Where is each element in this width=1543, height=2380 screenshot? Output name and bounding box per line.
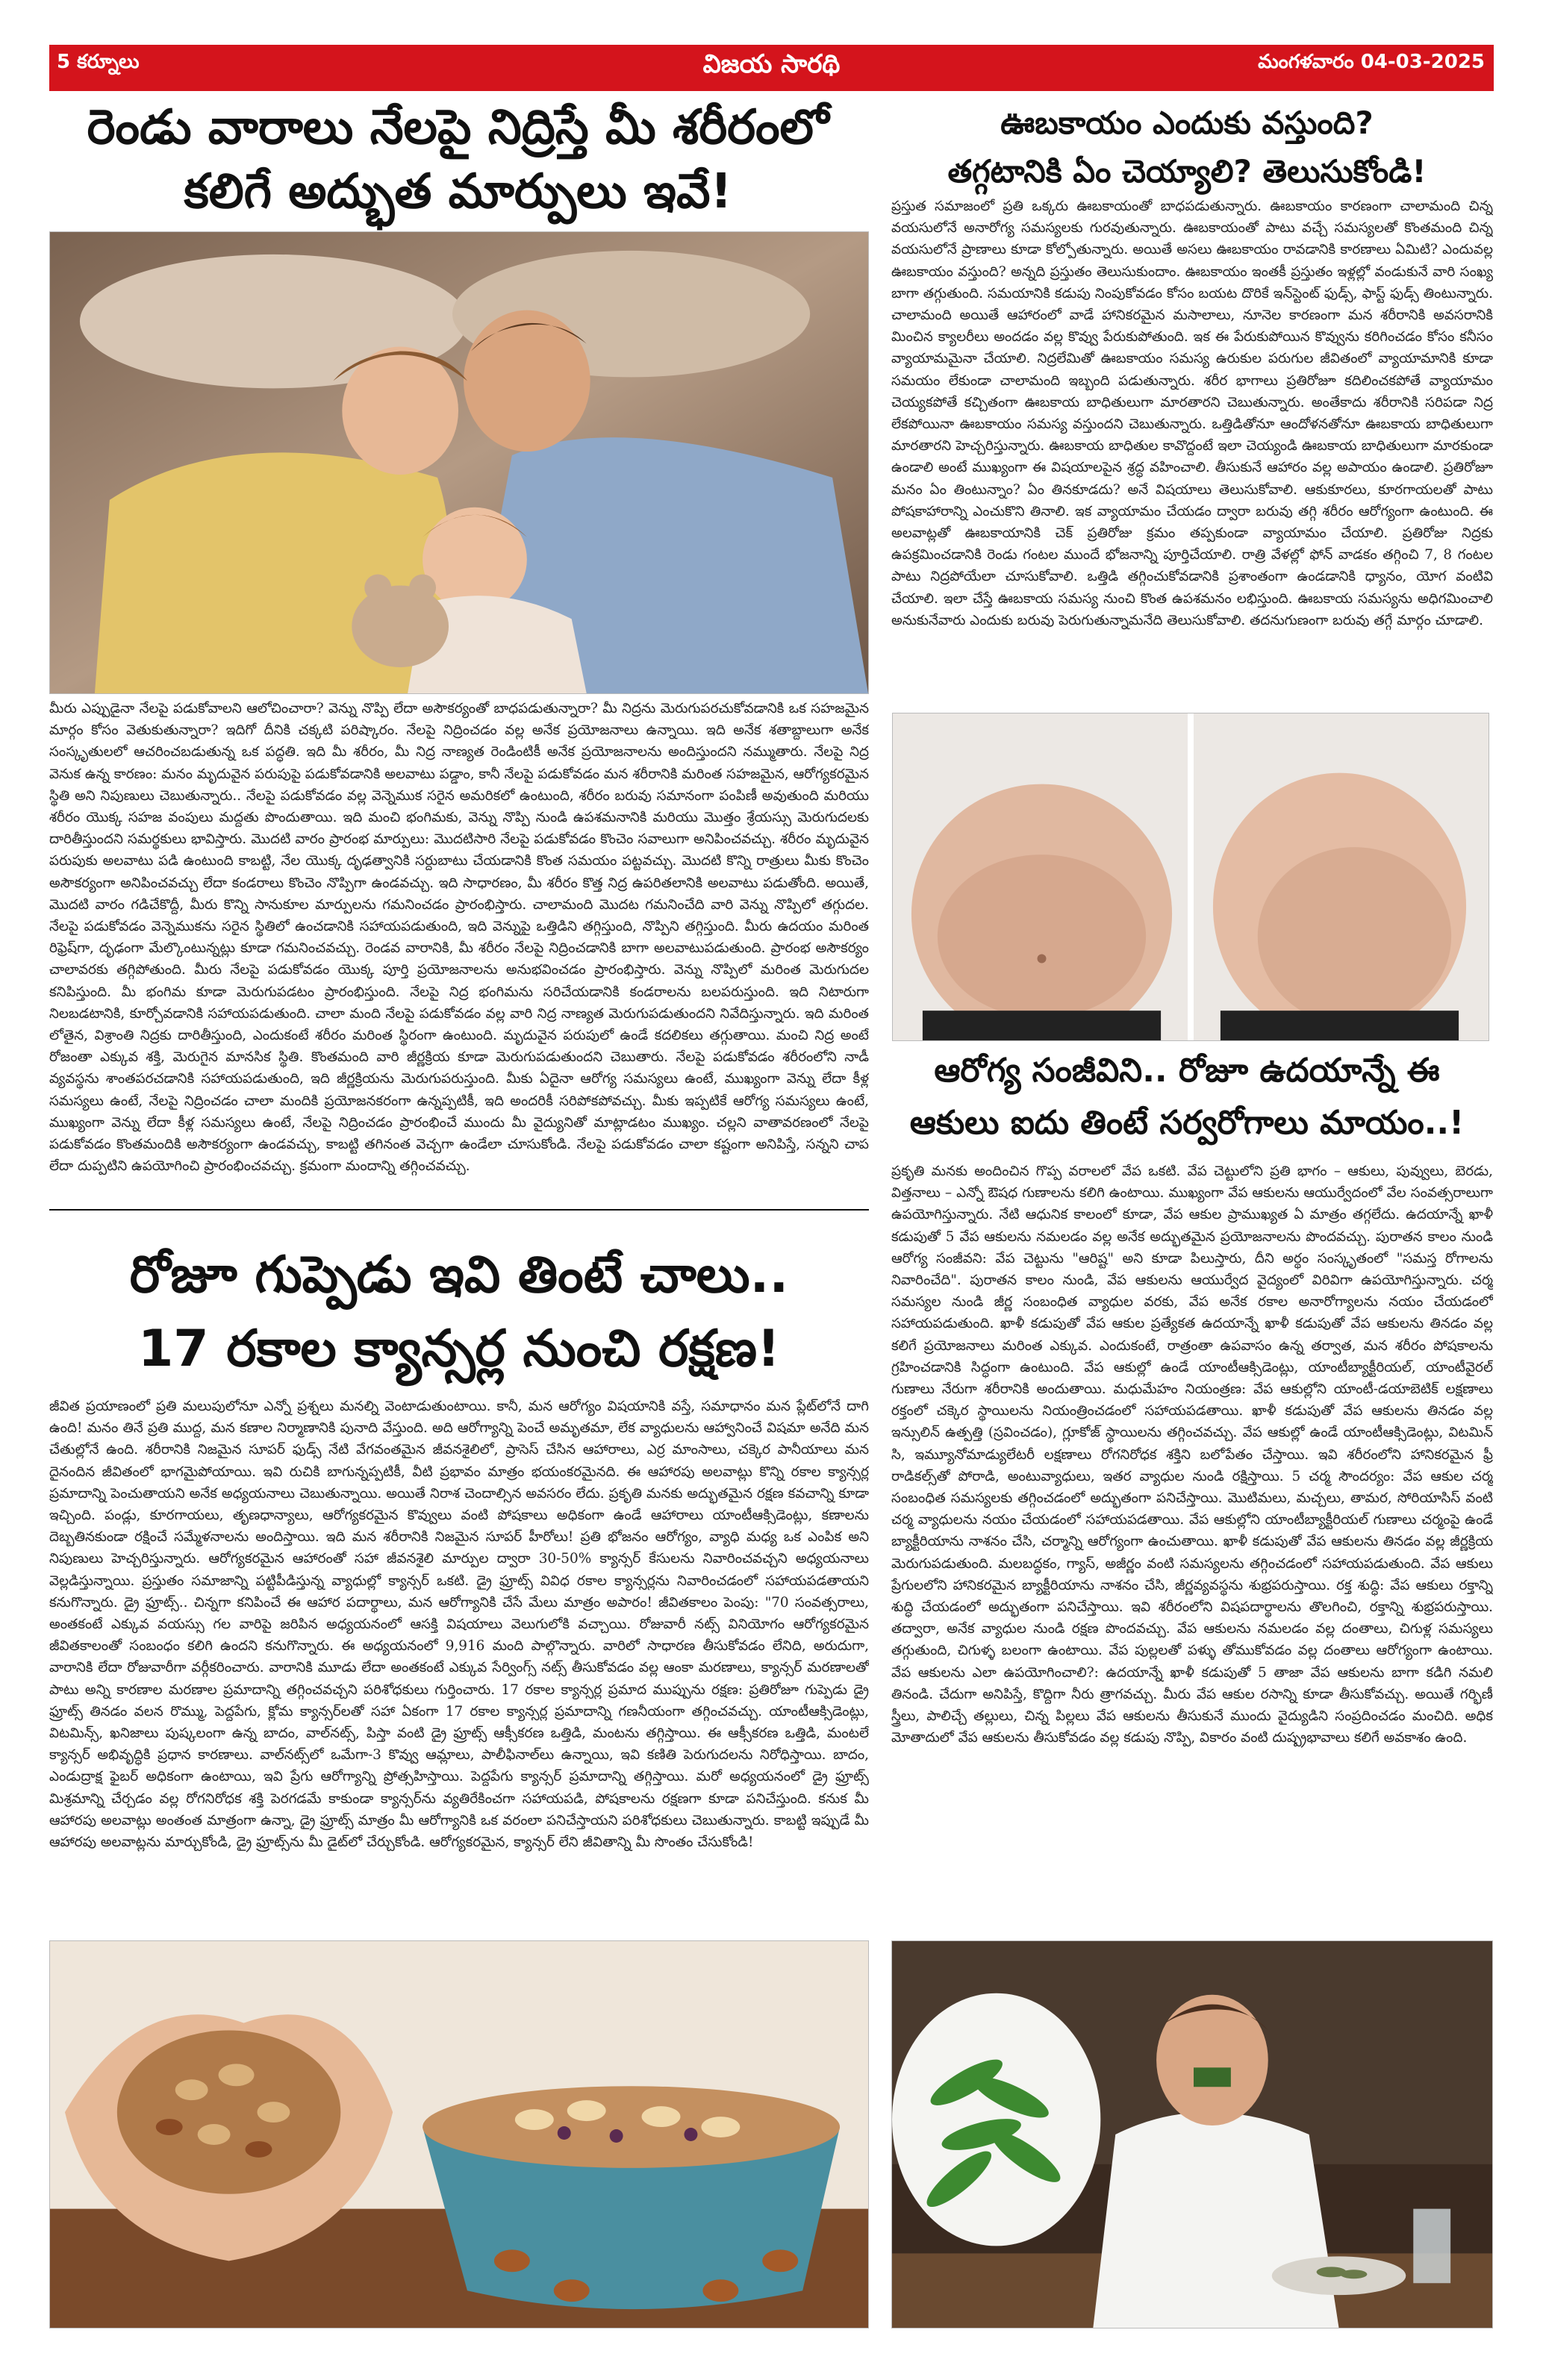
date-line: మంగళవారం 04-03-2025 [1258, 51, 1485, 73]
masthead-title: విజయ సారథి [702, 49, 841, 79]
masthead-bar [49, 45, 1494, 91]
nuts-headline-line2: 17 రకాల క్యాన్సర్ల నుంచి రక్షణ! [137, 1319, 781, 1378]
nuts-headline [49, 1239, 869, 1386]
family-sleeping-image [50, 232, 868, 693]
belly-headline [881, 99, 1493, 196]
belly-headline-line2: తగ్గటానికి ఏం చెయ్యాలి? తెలుసుకోండి! [947, 153, 1427, 190]
belly-fat-image [893, 713, 1489, 1040]
page-label: 5 కర్నూలు [57, 51, 140, 73]
sleep-headline-line1: రెండు వారాలు నేలపై నిద్రిస్తే మీ శరీరంలో [87, 100, 829, 155]
sleep-body: మీరు ఎప్పుడైనా నేలపై పడుకోవాలని ఆలోచించారా? వెన్ను నొప్పి లేదా అసౌకర్యంతో బాధపడుతున్నారా? మీ నిద్రను మెరుగుపరచుకోవడానికి ఒక సహజమైన మార్గం కోసం వెతుకుతున్నారా? ఇదిగో దీనికి చక్కటి పరిష్కారం. నేలపై నిద్రించడం వల్ల అనేక ప్రయోజనాలు ఉన్నాయి. ఇది అనేక శతాబ్దాలుగా అనేక సంస్కృతులలో ఆచరించబడుతున్న ఒక పద్ధతి. ఇది మీ శరీరం, మీ నిద్ర నాణ్యత రెండింటికీ అనేక ప్రయోజనాలను అందిస్తుందని నమ్ముతారు. నేలపై నిద్ర వెనుక ఉన్న కారణం: మనం మృదువైన పరుపుపై పడుకోవడానికి అలవాటు పడ్డాం, కానీ నేలపై పడుకోవడం మన శరీరానికి మరింత సహజమైన, ఆరోగ్యకరమైన స్థితి అని నిపుణులు చెబుతున్నారు.. నేలపై పడుకోవడం వల్ల వెన్నెముక సరైన అమరికలో ఉంటుంది, శరీరం బరువు సమానంగా పంపిణీ అవుతుంది మరియు శరీరం యొక్క సహజ వంపులు మద్దతు పొందుతాయి. ఇది మంచి భంగిమకు, వెన్ను నొప్పి నుండి ఉపశమనానికి మరియు మొత్తం శ్రేయస్సు మెరుగుదలకు దారితీస్తుందని సమర్థకులు భావిస్తారు. మొదటి వారం ప్రారంభ మార్పులు: మొదటిసారి నేలపై పడుకోవడం కొంచెం సవాలుగా అనిపించవచ్చు. శరీరం మృదువైన పరుపుకు అలవాటు పడి ఉంటుంది కాబట్టి, నేల యొక్క దృఢత్వానికి సర్దుబాటు చేయడానికి కొంత సమయం పట్టవచ్చు. మొదటి కొన్ని రాత్రులు మీకు కొంచెం అసౌకర్యంగా అనిపించవచ్చు లేదా కండరాలు కొంచెం నొప్పిగా ఉండవచ్చు. ఇది సాధారణం, మీ శరీరం కొత్త నిద్ర ఉపరితలానికి అలవాటు పడుతోంది. అయితే, మొదటి వారం గడిచేకొద్దీ, మీరు కొన్ని సానుకూల మార్పులను గమనించడం ప్రారంభిస్తారు. చాలామంది మొదట గమనించేది వారి వెన్ను నొప్పిలో తగ్గుదల. నేలపై పడుకోవడం వెన్నెముకను సరైన స్థితిలో ఉంచడానికి సహాయపడుతుంది, ఇది వెన్నుపై ఒత్తిడిని తగ్గిస్తుంది, నొప్పిని తగ్గిస్తుంది. మీరు ఉదయం మరింత రిఫ్రెష్‌గా, దృఢంగా మేల్కొంటున్నట్లు కూడా గమనించవచ్చు. రెండవ వారానికి, మీ శరీరం నేలపై నిద్రించడానికి బాగా అలవాటుపడుతుంది. ప్రారంభ అసౌకర్యం చాలావరకు తగ్గిపోతుంది. మీరు నేలపై పడుకోవడం యొక్క పూర్తి ప్రయోజనాలను అనుభవించడం ప్రారంభిస్తారు. వెన్ను నొప్పిలో మరింత మెరుగుదల కనిపిస్తుంది. మీ భంగిమ కూడా మెరుగుపడటం ప్రారంభిస్తుంది. నేలపై నిద్ర భంగిమను సరిచేయడానికి కండరాలను బలపరుస్తుంది. ఇది నిటారుగా నిలబడటానికి, కూర్చోవడానికి సహాయపడుతుంది. చాలా మంది నేలపై పడుకోవడం వల్ల వారి నిద్ర నాణ్యత మెరుగుపడుతుందని నివేదిస్తున్నారు. ఇది మరింత లోతైన, విశ్రాంతి నిద్రకు దారితీస్తుంది, ఎందుకంటే శరీరం మరింత స్థిరంగా ఉంటుంది. మృదువైన పరుపులో ఉండే కదలికలు తగ్గుతాయి. మంచి నిద్ర అంటే రోజంతా ఎక్కువ శక్తి, మెరుగైన మానసిక స్థితి. కొంతమంది వారి జీర్ణక్రియ కూడా మెరుగుపడుతుందని చెబుతారు. నేలపై పడుకోవడం శరీరంలోని నాడీ వ్యవస్థను శాంతపరచడానికి సహాయపడుతుంది, ఇది జీర్ణక్రియను మెరుగుపరుస్తుంది. మీకు ఏదైనా ఆరోగ్య సమస్యలు ఉంటే, ముఖ్యంగా వెన్ను లేదా కీళ్ల సమస్యలు ఉంటే, నేలపై నిద్రించడం చాలా మందికి ప్రయోజనకరంగా ఉన్నప్పటికీ, ఇది అందరికీ సరిపోకపోవచ్చు. మీకు ఇప్పటికే ఆరోగ్య సమస్యలు ఉంటే, ముఖ్యంగా వెన్ను లేదా కీళ్ల సమస్యలు ఉంటే, నేలపై నిద్రించడం ప్రారంభించే ముందు మీ వైద్యునితో మాట్లాడటం ముఖ్యం. చల్లని వాతావరణంలో నేలపై పడుకోవడం కొంతమందికి అసౌకర్యంగా ఉండవచ్చు, కాబట్టి తగినంత వెచ్చగా ఉండేలా చూసుకోండి. నేలపై పడుకోవడం చాలా కష్టంగా అనిపిస్తే, సన్నని చాప లేదా దుప్పటిని ఉపయోగించి ప్రారంభించవచ్చు. క్రమంగా మందాన్ని తగ్గించవచ్చు. [49, 701, 869, 1175]
belly-headline-line1: ఊబకాయం ఎందుకు వస్తుంది? [1000, 104, 1374, 141]
neem-body: ప్రకృతి మనకు అందించిన గొప్ప వరాలలో వేప ఒకటి. వేప చెట్టులోని ప్రతి భాగం – ఆకులు, పువ్వులు, బెరడు, విత్తనాలు – ఎన్నో ఔషధ గుణాలను కలిగి ఉంటాయి. ముఖ్యంగా వేప ఆకులను ఆయుర్వేదంలో వేల సంవత్సరాలుగా ఉపయోగిస్తున్నారు. నేటి ఆధునిక కాలంలో కూడా, వేప ఆకుల ప్రాముఖ్యత ఏ మాత్రం తగ్గలేదు. ఉదయాన్నే ఖాళీ కడుపుతో 5 వేప ఆకులను నమలడం వల్ల అనేక అద్భుతమైన ప్రయోజనాలను పొందవచ్చు. పురాతన కాలం నుండి ఆరోగ్య సంజీవని: వేప చెట్టును "ఆరిష్ట" అని కూడా పిలుస్తారు, దీని అర్థం సంస్కృతంలో "సమస్త రోగాలను నివారించేది". పురాతన కాలం నుండి, వేప ఆకులను ఆయుర్వేద వైద్యంలో విరివిగా ఉపయోగిస్తున్నారు. చర్మ సమస్యల నుండి జీర్ణ సంబంధిత వ్యాధుల వరకు, వేప అనేక రకాల అనారోగ్యాలను నయం చేయడంలో సహాయపడుతుంది. ఖాళీ కడుపుతో వేప ఆకుల ప్రత్యేకత ఉదయాన్నే ఖాళీ కడుపుతో వేప ఆకులను తినడం వల్ల కలిగే ప్రయోజనాలు మరింత ఎక్కువ. ఎందుకంటే, రాత్రంతా ఉపవాసం ఉన్న తర్వాత, మన శరీరం పోషకాలను గ్రహించడానికి సిద్ధంగా ఉంటుంది. వేప ఆకుల్లో ఉండే యాంటీఆక్సిడెంట్లు, యాంటీబ్యాక్టీరియల్, యాంటీవైరల్ గుణాలు నేరుగా శరీరానికి అందుతాయి. మధుమేహం నియంత్రణ: వేప ఆకుల్లోని యాంటీ-డయాబెటిక్ లక్షణాలు రక్తంలో చక్కెర స్థాయిలను నియంత్రించడంలో సహాయపడతాయి. ఖాళీ కడుపుతో వేప ఆకులను తినడం వల్ల ఇన్సులిన్ ఉత్పత్తి (స్రవించడం), గ్లూకోజ్ స్థాయిలను తగ్గించవచ్చు. వేప ఆకుల్లో ఉండే యాంటీఆక్సిడెంట్లు, విటమిన్ సి, ఇమ్యూనోమాడ్యులేటరీ లక్షణాలు రోగనిరోధక శక్తిని బలోపేతం చేస్తాయి. ఇవి శరీరంలోని హానికరమైన ఫ్రీ రాడికల్స్‌తో పోరాడి, అంటువ్యాధులు, ఇతర వ్యాధుల నుండి రక్షిస్తాయి. 5 చర్మ సౌందర్యం: వేప ఆకుల చర్మ సంబంధిత సమస్యలకు తగ్గించడంలో అద్భుతంగా పనిచేస్తాయి. మొటిమలు, మచ్చలు, తామర, సోరియాసిస్ వంటి చర్మ వ్యాధులను నయం చేయడంలో సహాయపడతాయి. వేప ఆకుల్లోని యాంటీబ్యాక్టీరియల్ గుణాలు చర్మంపై ఉండే బ్యాక్టీరియాను నాశనం చేసి, చర్మాన్ని ఆరోగ్యంగా ఉంచుతాయి. ఖాళీ కడుపుతో వేప ఆకులను తినడం వల్ల జీర్ణక్రియ మెరుగుపడుతుంది. మలబద్ధకం, గ్యాస్, అజీర్ణం వంటి సమస్యలను తగ్గించడంలో సహాయపడుతుంది. వేప ఆకులు ప్రేగులలోని హానికరమైన బ్యాక్టీరియాను నాశనం చేసి, జీర్ణవ్యవస్థను శుభ్రపరుస్తాయి. రక్త శుద్ధి: వేప ఆకులు రక్తాన్ని శుద్ధి చేయడంలో అద్భుతంగా పనిచేస్తాయి. ఇవి శరీరంలోని విషపదార్థాలను తొలగించి, రక్తాన్ని శుభ్రపరుస్తాయి. తద్వారా, అనేక వ్యాధుల నుండి రక్షణ పొందవచ్చు. వేప ఆకులను నమలడం వల్ల దంతాలు, చిగుళ్ల సమస్యలు తగ్గుతుంది, చిగుళ్ళ బలంగా ఉంటాయి. వేప పుల్లలతో పళ్ళు తోముకోవడం వల్ల దంతాలు ఆరోగ్యంగా ఉంటాయి. వేప ఆకులను ఎలా ఉపయోగించాలి?: ఉదయాన్నే ఖాళీ కడుపుతో 5 తాజా వేప ఆకులను బాగా కడిగి నమలి తినండి. చేదుగా అనిపిస్తే, కొద్దిగా నీరు త్రాగవచ్చు. మీరు వేప ఆకుల రసాన్ని కూడా తీసుకోవచ్చు. అయితే గర్భిణీ స్త్రీలు, పాలిచ్చే తల్లులు, చిన్న పిల్లలు వేప ఆకులను తీసుకునే ముందు వైద్యుడిని సంప్రదించడం మంచిది. అధిక మోతాదులో వేప ఆకులను తీసుకోవడం వల్ల కడుపు నొప్పి, వికారం వంటి దుష్ప్రభావాలు కలిగే అవకాశం ఉంది. [891, 1164, 1493, 1746]
nuts-body: జీవిత ప్రయాణంలో ప్రతి మలుపులోనూ ఎన్నో ప్రశ్నలు మనల్ని వెంటాడుతుంటాయి. కానీ, మన ఆరోగ్యం విషయానికి వస్తే, సమాధానం మన ప్లేట్‌లోనే దాగి ఉంది! మనం తినే ప్రతి ముద్ద, మన కణాల నిర్మాణానికి పునాది వేస్తుంది. అది ఆరోగ్యాన్ని పెంచే అమృతమా, లేక వ్యాధులను ఆహ్వానించే విషమా అనేది మన చేతుల్లోనే ఉంది. శరీరానికి నిజమైన సూపర్ ఫుడ్స్ నేటి వేగవంతమైన జీవనశైలిలో, ప్రాసెస్ చేసిన ఆహారాలు, ఎర్ర మాంసాలు, చక్కెర పానీయాలు మన దైనందిన జీవితంలో భాగమైపోయాయి. ఇవి రుచికి బాగున్నప్పటికీ, వీటి ప్రభావం మాత్రం భయంకరమైనది. ఈ ఆహారపు అలవాట్లు కొన్ని రకాల క్యాన్సర్ల ప్రమాదాన్ని పెంచుతాయని అనేక అధ్యయనాలు చెబుతున్నాయి. అయితే నిరాశ చెందాల్సిన అవసరం లేదు. ప్రకృతి మనకు అద్భుతమైన రక్షణ కవచాన్ని కూడా ఇచ్చింది. పండ్లు, కూరగాయలు, తృణధాన్యాలు, ఆరోగ్యకరమైన కొవ్వులు వంటి పోషకాలు అధికంగా ఉండే ఆహారాలు యాంటీఆక్సిడెంట్లు, కణాలను దెబ్బతినకుండా రక్షించే సమ్మేళనాలను అందిస్తాయి. ఇది మన శరీరానికి నిజమైన సూపర్ హీరోలు! ప్రతి భోజనం ఆరోగ్యం, వ్యాధి మధ్య ఒక ఎంపిక అని నిపుణులు హెచ్చరిస్తున్నారు. ఆరోగ్యకరమైన ఆహారంతో సహా జీవనశైలి మార్పుల ద్వారా 30-50% క్యాన్సర్ కేసులను నివారించవచ్చని అధ్యయనాలు వెల్లడిస్తున్నాయి. ప్రస్తుతం సమాజాన్ని పట్టిపీడిస్తున్న వ్యాధుల్లో క్యాన్సర్ ఒకటి. డ్రై ఫ్రూట్స్ వివిధ రకాల క్యాన్సర్లను నివారించడంలో సహాయపడతాయని కనుగొన్నారు. డ్రై ఫ్రూట్స్.. చిన్నగా కనిపించే ఈ ఆహార పదార్థాలు, మన ఆరోగ్యానికి చేసే మేలు మాత్రం అపారం! జీవితకాలం పెంపు: "70 సంవత్సరాలు, అంతకంటే ఎక్కువ వయస్సు గల వారిపై జరిపిన అధ్యయనంలో ఆసక్తి విషయాలు వెలుగులోకి వచ్చాయి. రోజువారీ నట్స్ వినియోగం ఆరోగ్యకరమైన జీవితకాలంతో సంబంధం కలిగి ఉందని కనుగొన్నారు. ఈ అధ్యయనంలో 9,916 మంది పాల్గొన్నారు. వారిలో సాధారణ తీసుకోవడం లేనిది, అరుదుగా, వారానికి లేదా రోజువారీగా వర్గీకరించారు. వారానికి మూడు లేదా అంతకంటే ఎక్కువ సేర్వింగ్స్ నట్స్ తీసుకోవడం వల్ల ఆంకా మరణాలు, క్యాన్సర్ మరణాలతో పాటు అన్ని కారణాల మరణాల ప్రమాదాన్ని తగ్గించవచ్చని పరిశోధకులు గుర్తించారు. 17 రకాల క్యాన్సర్ల ప్రమాద ముప్పును రక్షణ: ప్రతిరోజూ గుప్పెడు డ్రై ఫ్రూట్స్ తినడం వలన రొమ్ము, పెద్దపేగు, క్లోమ క్యాన్సర్‌లతో సహా ఏకంగా 17 రకాల క్యాన్సర్ల ప్రమాదాన్ని గణనీయంగా తగ్గించవచ్చు. యాంటీఆక్సిడెంట్లు, విటమిన్స్, ఖనిజాలు పుష్కలంగా ఉన్న బాదం, వాల్‌నట్స్, పిస్తా వంటి డ్రై ఫ్రూట్స్ ఆక్సీకరణ ఒత్తిడి, మంటను తగ్గిస్తాయి. ఈ ఆక్సీకరణ ఒత్తిడి, మంటలే క్యాన్సర్ అభివృద్ధికి ప్రధాన కారణాలు. వాల్‌నట్స్‌లో ఒమేగా-3 కొవ్వు ఆమ్లాలు, పాలీఫినాల్‌లు ఉన్నాయి, ఇవి కణితి పెరుగుదలను నిరోధిస్తాయి. బాదం, ఎండుద్రాక్ష ఫైబర్ అధికంగా ఉంటాయి, ఇవి ప్రేగు ఆరోగ్యాన్ని ప్రోత్సహిస్తాయి. పెద్దపేగు క్యాన్సర్ ప్రమాదాన్ని తగ్గిస్తాయి. మరో అధ్యయనంలో డ్రై ఫ్రూట్స్ మిశ్రమాన్ని చేర్చడం వల్ల రోగనిరోధక శక్తి పెరగడమే కాకుండా క్యాన్సర్‌ను వ్యతిరేకించగా సహాయపడి, పోషకాలను రక్షణగా కూడా పనిచేస్తుంది. కనుక మీ ఆహారపు అలవాట్లు అంతంత మాత్రంగా ఉన్నా, డ్రై ఫ్రూట్స్ మాత్రం మీ ఆరోగ్యానికి ఒక వరంలా పనిచేస్తాయని పరిశోధకులు చెబుతున్నారు. కాబట్టి ఇప్పుడే మీ ఆహారపు అలవాట్లను మార్చుకోండి, డ్రై ఫ్రూట్స్‌ను మీ డైట్‌లో చేర్చుకోండి. ఆరోగ్యకరమైన, క్యాన్సర్ లేని జీవితాన్ని మీ సొంతం చేసుకోండి! [49, 1399, 869, 1851]
sleep-photo [49, 231, 869, 694]
man-eating-neem-image [892, 1941, 1492, 2328]
nuts-headline-line1: రోజూ గుప్పెడు ఇవి తింటే చాలు.. [129, 1246, 789, 1305]
belly-photo [892, 713, 1489, 1041]
neem-photo [891, 1940, 1493, 2329]
nuts-photo [49, 1940, 869, 2329]
sleep-headline [49, 96, 867, 225]
neem-headline [881, 1045, 1493, 1150]
neem-headline-line2: ఆకులు ఐదు తింటే సర్వరోగాలు మాయం..! [909, 1104, 1465, 1143]
neem-headline-line1: ఆరోగ్య సంజీవిని.. రోజూ ఉదయాన్నే ఈ [934, 1052, 1440, 1090]
sleep-headline-line2: కలిగే అద్భుత మార్పులు ఇవే! [184, 164, 732, 220]
divider [49, 1209, 869, 1211]
belly-body: ప్రస్తుత సమాజంలో ప్రతి ఒక్కరు ఊబకాయంతో బాధపడుతున్నారు. ఊబకాయం కారణంగా చాలామంది చిన్న వయసులోనే అనారోగ్య సమస్యలకు గురవుతున్నారు. ఊబకాయంతో పాటు వచ్చే సమస్యలతో కొంతమంది చిన్న వయసులోనే ప్రాణాలు కూడా కోల్పోతున్నారు. అయితే అసలు ఊబకాయం రావడానికి కారణాలు ఏమిటి? ఎందువల్ల ఊబకాయం వస్తుంది? అన్నది ప్రస్తుతం తెలుసుకుందాం. ఊబకాయం ఇంతకీ ప్రస్తుతం ఇళ్లల్లో వండుకునే వారి సంఖ్య బాగా తగ్గుతుంది. సమయానికి కడుపు నింపుకోవడం కోసం బయట దొరికే ఇన్‌స్టెంట్ ఫుడ్స్, ఫాస్ట్ ఫుడ్స్ తింటున్నారు. చాలామంది అయితే ఆహారంలో వాడే హానికరమైన మసాలాలు, నూనెల కారణంగా మన శరీరానికి అవసరానికి మించిన క్యాలరీలు అందడం వల్ల కొవ్వు పేరుకుపోతుంది. ఇక ఈ పేరుకుపోయిన కొవ్వును కరిగించడం కోసం కనీసం వ్యాయామమైనా చేయాలి. నిద్రలేమితో ఊబకాయం సమస్య ఉరుకుల పరుగుల జీవితంలో వ్యాయామానికి కూడా సమయం లేకుండా చాలామంది ఇబ్బంది పడుతున్నారు. శరీర భాగాలు ప్రతిరోజూ కదిలించకపోతే వ్యాయామం చెయ్యకపోతే కచ్చితంగా ఊబకాయ బాధితులుగా మారతారని చెబుతున్నారు. అంతేకాదు శరీరానికి సరిపడా నిద్ర లేకపోయినా ఊబకాయం సమస్య వస్తుందని చెబుతున్నారు. ఒత్తిడితోనూ ఆందోళనతోనూ ఊబకాయ బాధితులుగా మారతారని హెచ్చరిస్తున్నారు. ఊబకాయ బాధితుల కావొద్దంటే ఇలా చెయ్యండి ఊబకాయ బాధితులుగా మారకుండా ఉండాలి అంటే ముఖ్యంగా ఈ విషయాలపైన శ్రద్ధ వహించాలి. తీసుకునే ఆహారం వల్ల అపాయం ఉండాలి. ప్రతిరోజూ మనం ఏం తింటున్నాం? ఏం తినకూడదు? అనే విషయాలు తెలుసుకోవాలి. ఆకుకూరలు, కూరగాయలతో పాటు పోషకాహారాన్ని ఎంచుకొని తినాలి. ఇక వ్యాయామం చేయడం ద్వారా బరువు తగ్గి శరీరం ఆరోగ్యంగా ఉంటుంది. ఈ అలవాట్లతో ఊబకాయానికి చెక్ ప్రతిరోజు క్రమం తప్పకుండా వ్యాయామం చేయాలి. ప్రతిరోజు నిద్రకు ఉపక్రమించడానికి రెండు గంటల ముందే భోజనాన్ని పూర్తిచేయాలి. రాత్రి వేళల్లో ఫోన్ వాడకం తగ్గించి 7, 8 గంటల పాటు నిద్రపోయేలా చూసుకోవాలి. ఒత్తిడి తగ్గించుకోవడానికి ప్రశాంతంగా ఉండడానికి ధ్యానం, యోగ వంటివి చేయాలి. ఇలా చేస్తే ఊబకాయ సమస్య నుంచి కొంత ఉపశమనం లభిస్తుంది. ఊబకాయ సమస్యను అధిగమించాలి అనుకునేవారు ఎందుకు బరువు పెరుగుతున్నామనేది తెలుసుకోవాలి. తదనుగుణంగా బరువు తగ్గే మార్గం చూడాలి. [891, 199, 1493, 628]
dry-fruits-image [50, 1941, 868, 2328]
